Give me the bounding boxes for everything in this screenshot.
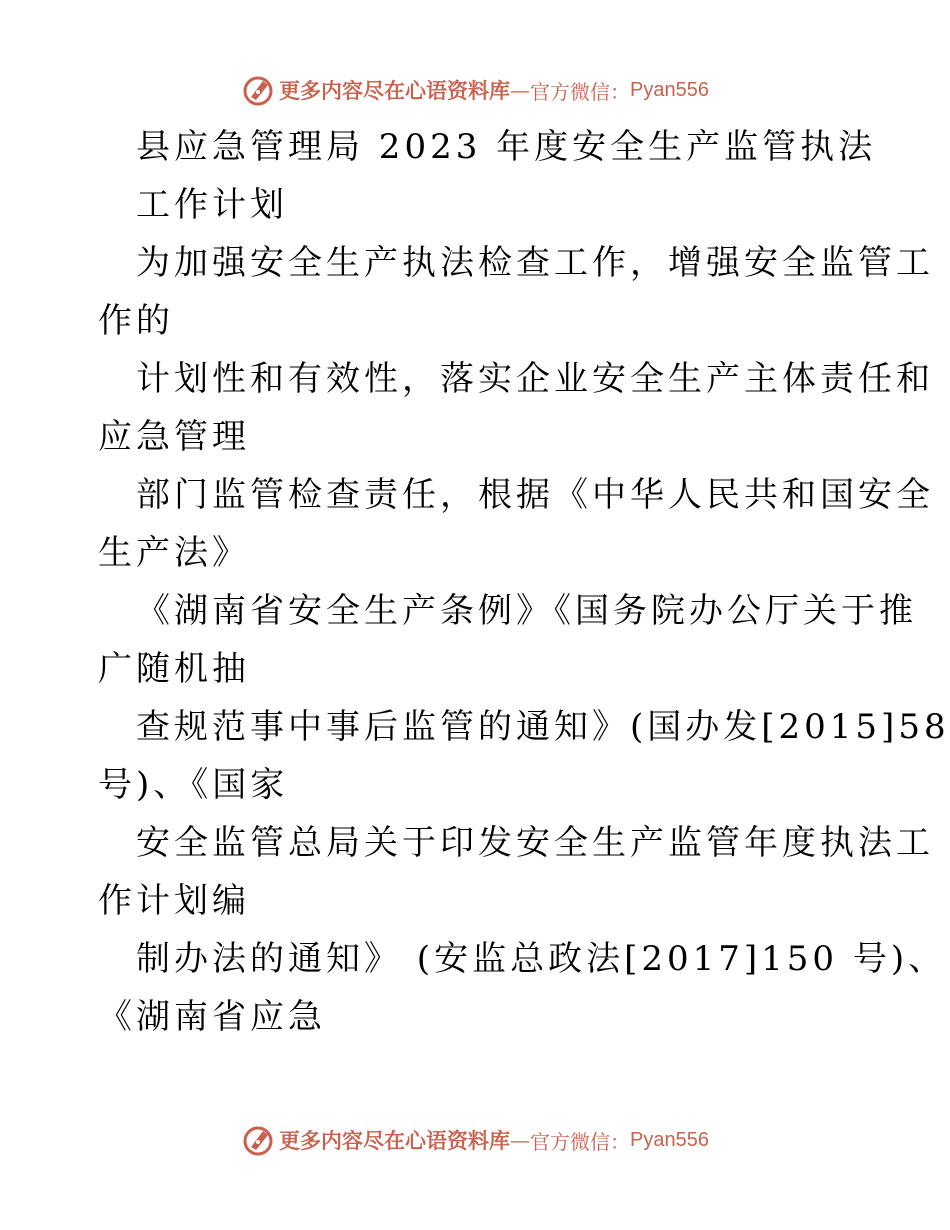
- banner-main-text: 更多内容尽在心语资料库: [279, 1128, 511, 1153]
- pen-nib-logo-icon: [241, 73, 275, 107]
- doc-paragraph-line: 号)、《国家: [98, 765, 289, 805]
- banner-sub-text: 官方微信：: [530, 1129, 631, 1154]
- doc-paragraph-line: 《湖南省安全生产条例》《国务院办公厅关于推: [136, 591, 917, 631]
- doc-paragraph-line: 为加强安全生产执法检查工作，增强安全监管工: [136, 243, 934, 283]
- doc-paragraph-line: 广随机抽: [98, 649, 250, 689]
- doc-paragraph-line: 查规范事中事后监管的通知》(国办发[2015]58: [136, 707, 950, 747]
- header-banner: [0, 70, 950, 110]
- doc-title-line-1: 县应急管理局 2023 年度安全生产监管执法: [136, 127, 877, 167]
- doc-paragraph-line: 生产法》: [98, 533, 250, 573]
- doc-paragraph-line: 《湖南省应急: [98, 997, 326, 1037]
- doc-paragraph-line: 部门监管检查责任，根据《中华人民共和国安全: [136, 475, 934, 515]
- doc-paragraph-line: 计划性和有效性，落实企业安全生产主体责任和: [136, 359, 934, 399]
- doc-paragraph-line: 作的: [98, 301, 174, 341]
- pen-nib-logo-icon: [241, 1123, 275, 1157]
- footer-banner: [0, 1120, 950, 1160]
- doc-paragraph-line: 作计划编: [98, 881, 250, 921]
- banner-dash: —: [510, 78, 531, 102]
- doc-title-line-2: 工作计划: [136, 185, 288, 225]
- banner-wechat-id: Pyan556: [630, 78, 709, 101]
- doc-paragraph-line: 制办法的通知》 (安监总政法[2017]150 号)、: [136, 939, 947, 979]
- banner-sub-text: 官方微信：: [530, 79, 631, 104]
- doc-paragraph-line: 安全监管总局关于印发安全生产监管年度执法工: [136, 823, 934, 863]
- banner-dash: —: [510, 1128, 531, 1152]
- banner-main-text: 更多内容尽在心语资料库: [279, 78, 511, 103]
- doc-paragraph-line: 应急管理: [98, 417, 250, 457]
- document-body: [98, 118, 950, 1046]
- banner-wechat-id: Pyan556: [630, 1128, 709, 1151]
